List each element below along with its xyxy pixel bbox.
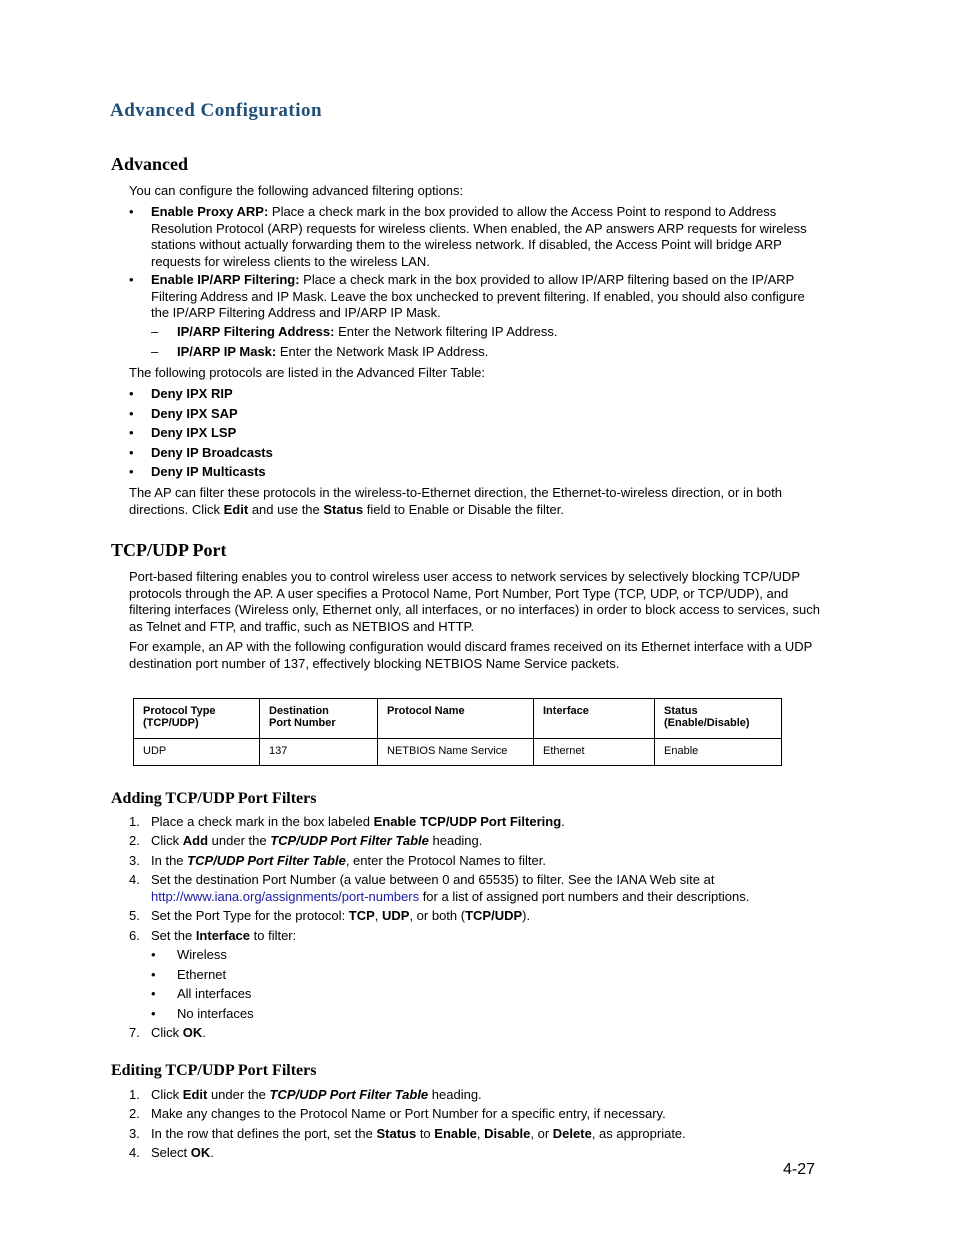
bold-run: OK <box>190 1145 211 1160</box>
header-line: Protocol Type <box>143 705 216 717</box>
text-run: Place a check mark in the box labeled <box>151 814 374 829</box>
protocol-list-item: Deny IPX RIP <box>151 386 233 401</box>
subitem-label: IP/ARP IP Mask: <box>177 344 277 359</box>
tcpudp-heading: TCP/UDP Port <box>111 540 227 560</box>
step-number: 1. <box>129 814 140 829</box>
step-number: 6. <box>129 928 140 943</box>
bullet-marker: • <box>129 464 134 479</box>
bullet-marker: • <box>129 204 134 219</box>
filtering-address-subitem <box>177 324 817 341</box>
bold-run: TCP/UDP <box>465 908 523 923</box>
interface-option: No interfaces <box>177 1006 254 1021</box>
header-line: Port Number <box>269 717 336 729</box>
bold-run: Status <box>376 1126 417 1141</box>
step-number: 7. <box>129 1025 140 1040</box>
bold-run: Status <box>323 501 364 517</box>
bold-italic-run: TCP/UDP Port Filter Table <box>270 833 429 848</box>
step-number: 3. <box>129 853 140 868</box>
editing-step-4 <box>151 1145 821 1162</box>
header-line: (TCP/UDP) <box>143 717 199 729</box>
protocol-list-item: Deny IP Broadcasts <box>151 445 273 460</box>
editing-step-2 <box>151 1106 821 1123</box>
bullet-marker: • <box>151 967 156 982</box>
text-run: Make any changes to the Protocol Name or Port Number for a specific entry, if necessary. <box>151 1106 666 1121</box>
bullet-marker: • <box>129 272 134 287</box>
item-label: Enable IP/ARP Filtering: <box>151 272 300 287</box>
bullet-marker: • <box>129 425 134 440</box>
bold-italic-run: TCP/UDP Port Filter Table <box>187 853 346 868</box>
text-run: Click <box>151 833 183 848</box>
adding-step-7 <box>151 1025 821 1042</box>
table-row <box>134 739 782 766</box>
bullet-marker: • <box>151 947 156 962</box>
protocol-list-item: Deny IP Multicasts <box>151 464 266 479</box>
subitem-text: Enter the Network filtering IP Address. <box>334 324 558 339</box>
text-run: Click <box>151 1087 183 1102</box>
adding-step-3 <box>151 853 821 870</box>
text-run: , or both ( <box>409 908 466 923</box>
text-run: Set the <box>151 928 196 943</box>
proxy-arp-item <box>151 204 821 270</box>
header-line: Interface <box>543 705 589 717</box>
dash-marker: – <box>151 324 159 339</box>
bold-run: OK <box>182 1025 203 1040</box>
text-run: ). <box>522 908 531 923</box>
text-run: under the <box>208 833 271 848</box>
advanced-heading: Advanced <box>111 154 189 174</box>
page-number: 4-27 <box>783 1161 816 1178</box>
header-line: Destination <box>269 705 329 717</box>
bold-run: UDP <box>382 908 410 923</box>
bold-run: TCP <box>348 908 375 923</box>
header-destination-port <box>260 699 378 739</box>
step-number: 4. <box>129 872 140 887</box>
bold-run: Disable <box>484 1126 531 1141</box>
bullet-marker: • <box>129 445 134 460</box>
protocol-list-item: Deny IPX SAP <box>151 406 238 421</box>
step-number: 3. <box>129 1126 140 1141</box>
text-run: and use the <box>248 501 324 517</box>
editing-heading: Editing TCP/UDP Port Filters <box>111 1062 317 1079</box>
text-run: Set the destination Port Number (a value between 0 and 65535) to filter. See the IANA Web site at <box>151 872 715 887</box>
example-config-table <box>133 698 782 766</box>
header-line: Protocol Name <box>387 705 465 717</box>
text-run: The AP can filter these protocols in the wireless-to-Ethernet direction, the Ethernet-to-wireless direction, or in both directions. Click <box>129 485 782 517</box>
adding-step-1 <box>151 814 821 831</box>
advanced-intro: You can configure the following advanced filtering options: <box>129 183 464 198</box>
advanced-closing <box>129 485 821 518</box>
editing-step-3 <box>151 1126 821 1143</box>
text-run: In the row that defines the port, set the <box>151 1126 377 1141</box>
adding-step-2 <box>151 833 821 850</box>
text-run: . <box>210 1145 214 1160</box>
table-cell: 137 <box>260 739 378 766</box>
adding-heading: Adding TCP/UDP Port Filters <box>111 790 317 807</box>
header-status <box>655 699 782 739</box>
text-run: field to Enable or Disable the filter. <box>363 501 564 517</box>
item-label: Enable Proxy ARP: <box>151 204 269 219</box>
item-text: Place a check mark in the box provided to allow IP/ARP filtering based on the IP/ARP Filtering Address and IP Mask. Leave the box unchecked to prevent filtering. If enabled, you should also configure the IP/ARP Filtering Address and IP/ARP IP Mask. <box>151 272 805 320</box>
text-run: , or <box>530 1126 553 1141</box>
chapter-title: Advanced Configuration <box>110 100 323 121</box>
header-protocol-type <box>134 699 260 739</box>
tcpudp-para1: Port-based filtering enables you to control wireless user access to network services by selectively blocking TCP/UDP protocols through the AP. A user specifies a Protocol Name, Port Number, Port Type (TCP, UDP, or TCP/UDP), and filtering interfaces (Wireless only, Ethernet only, all interfaces, or no interfaces) in order to block access to services, such as Telnet and FTP, and traffic, such as NETBIOS and HTTP. <box>129 569 820 634</box>
subitem-text: Enter the Network Mask IP Address. <box>276 344 489 359</box>
table-cell: UDP <box>134 739 260 766</box>
bold-italic-run: TCP/UDP Port Filter Table <box>269 1087 429 1102</box>
header-interface <box>534 699 655 739</box>
text-run: , <box>476 1126 485 1141</box>
ip-mask-subitem <box>177 344 817 361</box>
text-run: , <box>374 908 382 923</box>
interface-option: All interfaces <box>177 986 252 1001</box>
text-run: . <box>202 1025 206 1040</box>
bold-run: Enable TCP/UDP Port Filtering <box>373 814 562 829</box>
interface-option: Wireless <box>177 947 227 962</box>
interface-option: Ethernet <box>177 967 227 982</box>
step-number: 1. <box>129 1087 140 1102</box>
adding-step-6 <box>151 928 821 945</box>
ip-arp-filtering-item <box>151 272 821 322</box>
bold-run: Edit <box>182 1087 208 1102</box>
text-run: Set the Port Type for the protocol: <box>151 908 349 923</box>
editing-step-1 <box>151 1087 821 1104</box>
text-run: heading. <box>428 1087 482 1102</box>
step-number: 2. <box>129 1106 140 1121</box>
item-text: Place a check mark in the box provided to allow the Access Point to respond to Address Resolution Protocol (ARP) requests for wireless clients. When enabled, the AP answers ARP requests for wireless stations without actually forwarding them to the wireless network. If disabled, the Access Point will bridge ARP requests for wireless clients to the wireless LAN. <box>151 204 807 269</box>
adding-step-5 <box>151 908 821 925</box>
bullet-marker: • <box>151 1006 156 1021</box>
text-run: under the <box>207 1087 270 1102</box>
text-run: heading. <box>428 833 483 848</box>
iana-link[interactable]: http://www.iana.org/assignments/port-numbers <box>151 888 420 904</box>
text-run: . <box>561 814 565 829</box>
header-line: Status <box>664 705 698 717</box>
protocol-list-item: Deny IPX LSP <box>151 425 237 440</box>
step-number: 5. <box>129 908 140 923</box>
bold-run: Delete <box>552 1126 592 1141</box>
text-run: , enter the Protocol Names to filter. <box>345 853 546 868</box>
subitem-label: IP/ARP Filtering Address: <box>177 324 335 339</box>
text-run: , as appropriate. <box>591 1126 686 1141</box>
bullet-marker: • <box>151 986 156 1001</box>
bold-run: Interface <box>195 928 251 943</box>
text-run: Click <box>151 1025 183 1040</box>
text-run: to <box>416 1126 435 1141</box>
step-number: 4. <box>129 1145 140 1160</box>
text-run: to filter: <box>250 928 297 943</box>
header-line: (Enable/Disable) <box>664 717 750 729</box>
adding-step-4 <box>151 872 766 905</box>
text-run: Select <box>151 1145 191 1160</box>
bold-run: Enable <box>434 1126 477 1141</box>
header-protocol-name <box>378 699 534 739</box>
bullet-marker: • <box>129 386 134 401</box>
protocols-intro: The following protocols are listed in the Advanced Filter Table: <box>129 365 486 380</box>
bold-run: Add <box>182 833 209 848</box>
step-number: 2. <box>129 833 140 848</box>
bullet-marker: • <box>129 406 134 421</box>
table-cell: NETBIOS Name Service <box>378 739 534 766</box>
table-header-row <box>134 699 782 739</box>
bold-run: Edit <box>223 501 249 517</box>
dash-marker: – <box>151 344 159 359</box>
table-cell: Enable <box>655 739 782 766</box>
text-run: for a list of assigned port numbers and their descriptions. <box>419 888 750 904</box>
tcpudp-para2: For example, an AP with the following configuration would discard frames received on its Ethernet interface with a UDP destination port number of 137, effectively blocking NETBIOS Name Service packets. <box>129 639 813 671</box>
table-cell: Ethernet <box>534 739 655 766</box>
text-run: In the <box>151 853 188 868</box>
